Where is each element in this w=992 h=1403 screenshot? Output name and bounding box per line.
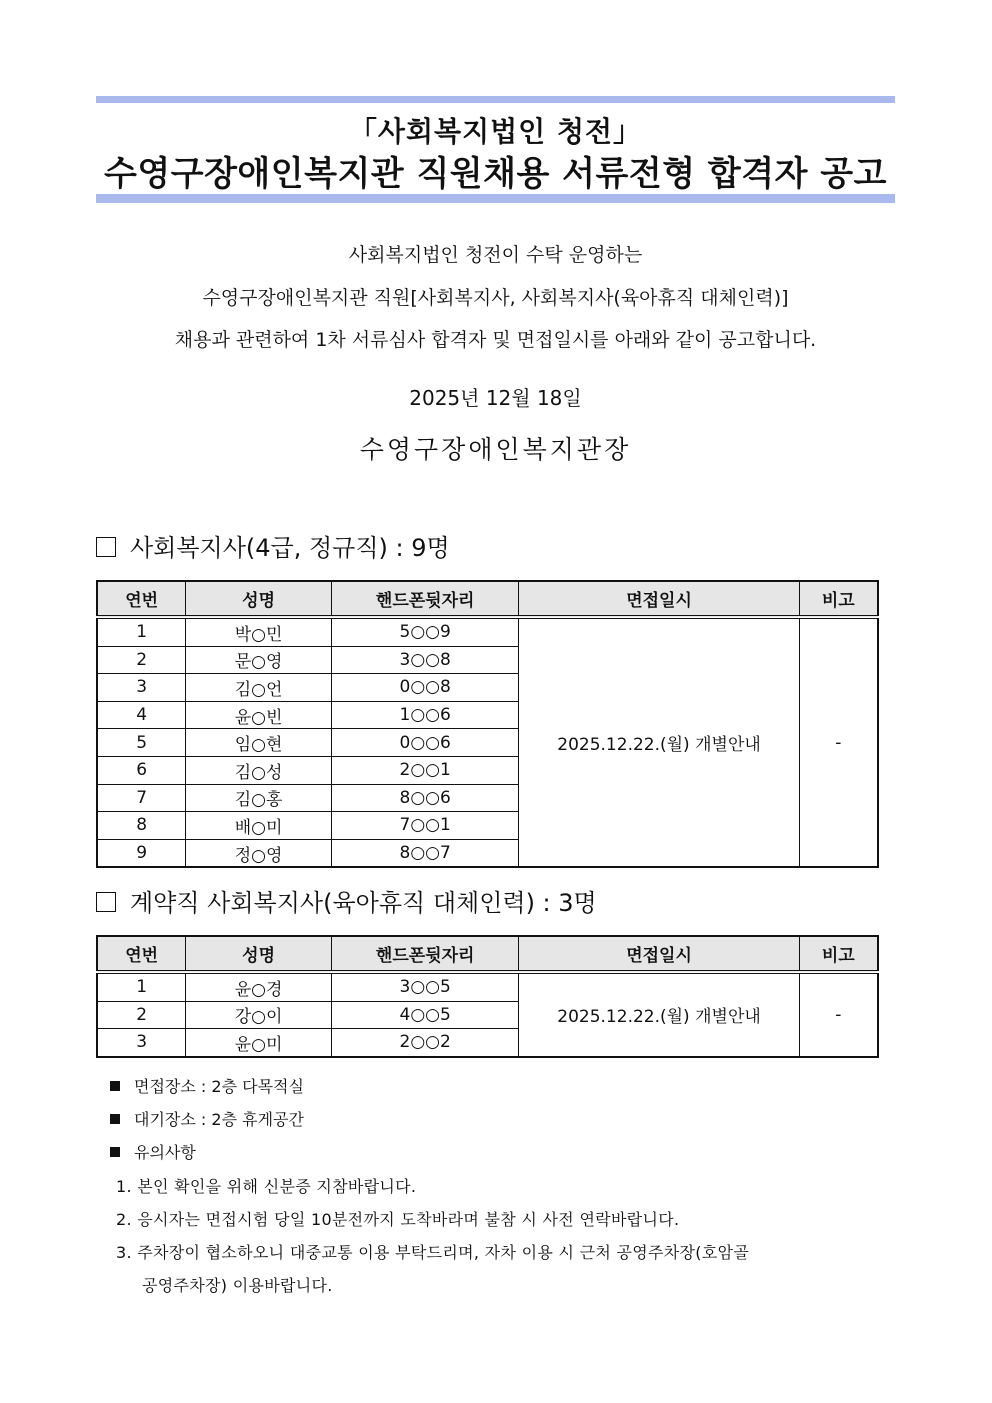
col-remark: 비고 — [799, 581, 878, 617]
cell-phone: 7○○1 — [331, 812, 519, 840]
col-interview: 면접일시 — [519, 936, 799, 972]
section2-table — [96, 935, 879, 1058]
section1-title-text: 사회복지사(4급, 정규직) : 9명 — [130, 534, 450, 562]
cell-name: 배○미 — [186, 812, 332, 840]
cell-phone: 0○○8 — [331, 674, 519, 702]
section1-title — [96, 528, 450, 563]
caution-item-3: 3. 주차장이 협소하오니 대중교통 이용 부탁드리며, 자차 이용 시 근처 공영주차장(호암골 — [116, 1243, 750, 1262]
intro-line-1: 사회복지법인 청전이 수탁 운영하는 — [348, 244, 643, 266]
square-bullet-icon — [110, 1114, 120, 1124]
cell-remark: - — [799, 617, 878, 867]
intro-line-2: 수영구장애인복지관 직원[사회복지사, 사회복지사(육아휴직 대체인력)] — [202, 287, 789, 309]
cell-no: 2 — [97, 1001, 186, 1029]
org-title: 「사회복지법인 청전」 — [348, 115, 643, 148]
intro-line-3: 채용과 관련하여 1차 서류심사 합격자 및 면접일시를 아래와 같이 공고합니다. — [174, 329, 817, 351]
cell-phone: 2○○2 — [331, 1029, 519, 1057]
table-row — [97, 972, 878, 1001]
issuer: 수영구장애인복지관장 — [359, 435, 632, 464]
caution-item-3-cont: 공영주차장) 이용바랍니다. — [142, 1276, 333, 1295]
announcement-date: 2025년 12월 18일 — [409, 386, 582, 410]
page-title: 수영구장애인복지관 직원채용 서류전형 합격자 공고 — [104, 154, 887, 194]
cell-remark: - — [799, 972, 878, 1057]
section2-title — [96, 883, 597, 918]
table-header-row — [97, 581, 878, 617]
cell-no: 7 — [97, 784, 186, 812]
cell-name: 김○홍 — [186, 784, 332, 812]
note-place — [110, 1074, 304, 1097]
title-top-bar — [96, 96, 895, 103]
col-name: 성명 — [186, 936, 332, 972]
checkbox-icon — [96, 537, 116, 557]
caution-item-2: 2. 응시자는 면접시험 당일 10분전까지 도착바라며 불참 시 사전 연락바랍니다. — [116, 1210, 680, 1229]
table-row — [97, 617, 878, 646]
note-waiting-text: 대기장소 : 2층 휴게공간 — [134, 1110, 304, 1129]
title-box — [96, 96, 895, 204]
note-caution-text: 유의사항 — [134, 1143, 196, 1162]
col-phone: 핸드폰뒷자리 — [331, 936, 519, 972]
cell-name: 임○현 — [186, 729, 332, 757]
cell-name: 문○영 — [186, 646, 332, 674]
cell-name: 윤○미 — [186, 1029, 332, 1057]
cell-phone: 5○○9 — [331, 617, 519, 646]
col-interview: 면접일시 — [519, 581, 799, 617]
cell-phone: 3○○8 — [331, 646, 519, 674]
square-bullet-icon — [110, 1081, 120, 1091]
note-caution — [110, 1140, 196, 1163]
cell-name: 김○성 — [186, 756, 332, 784]
cell-phone: 1○○6 — [331, 701, 519, 729]
col-no: 연번 — [97, 936, 186, 972]
col-remark: 비고 — [799, 936, 878, 972]
cell-no: 3 — [97, 1029, 186, 1057]
cell-phone: 0○○6 — [331, 729, 519, 757]
note-place-text: 면접장소 : 2층 다목적실 — [134, 1077, 304, 1096]
col-phone: 핸드폰뒷자리 — [331, 581, 519, 617]
cell-name: 정○영 — [186, 839, 332, 867]
checkbox-icon — [96, 892, 116, 912]
cell-phone: 2○○1 — [331, 756, 519, 784]
cell-interview: 2025.12.22.(월) 개별안내 — [519, 972, 799, 1057]
section1-table — [96, 580, 879, 868]
table-header-row — [97, 936, 878, 972]
cell-name: 김○언 — [186, 674, 332, 702]
square-bullet-icon — [110, 1147, 120, 1157]
cell-no: 1 — [97, 617, 186, 646]
cell-no: 5 — [97, 729, 186, 757]
cell-name: 윤○빈 — [186, 701, 332, 729]
cell-phone: 4○○5 — [331, 1001, 519, 1029]
cell-phone: 8○○6 — [331, 784, 519, 812]
cell-no: 4 — [97, 701, 186, 729]
cell-no: 2 — [97, 646, 186, 674]
cell-interview: 2025.12.22.(월) 개별안내 — [519, 617, 799, 867]
cell-name: 박○민 — [186, 617, 332, 646]
cell-no: 8 — [97, 812, 186, 840]
section2-title-text: 계약직 사회복지사(육아휴직 대체인력) : 3명 — [130, 889, 597, 917]
cell-no: 9 — [97, 839, 186, 867]
cell-name: 강○이 — [186, 1001, 332, 1029]
title-bottom-bar — [96, 194, 895, 203]
cell-no: 1 — [97, 972, 186, 1001]
cell-phone: 3○○5 — [331, 972, 519, 1001]
col-name: 성명 — [186, 581, 332, 617]
cell-no: 3 — [97, 674, 186, 702]
note-waiting — [110, 1107, 304, 1130]
col-no: 연번 — [97, 581, 186, 617]
cell-name: 윤○경 — [186, 972, 332, 1001]
cell-phone: 8○○7 — [331, 839, 519, 867]
cell-no: 6 — [97, 756, 186, 784]
caution-item-1: 1. 본인 확인을 위해 신분증 지참바랍니다. — [116, 1177, 417, 1196]
